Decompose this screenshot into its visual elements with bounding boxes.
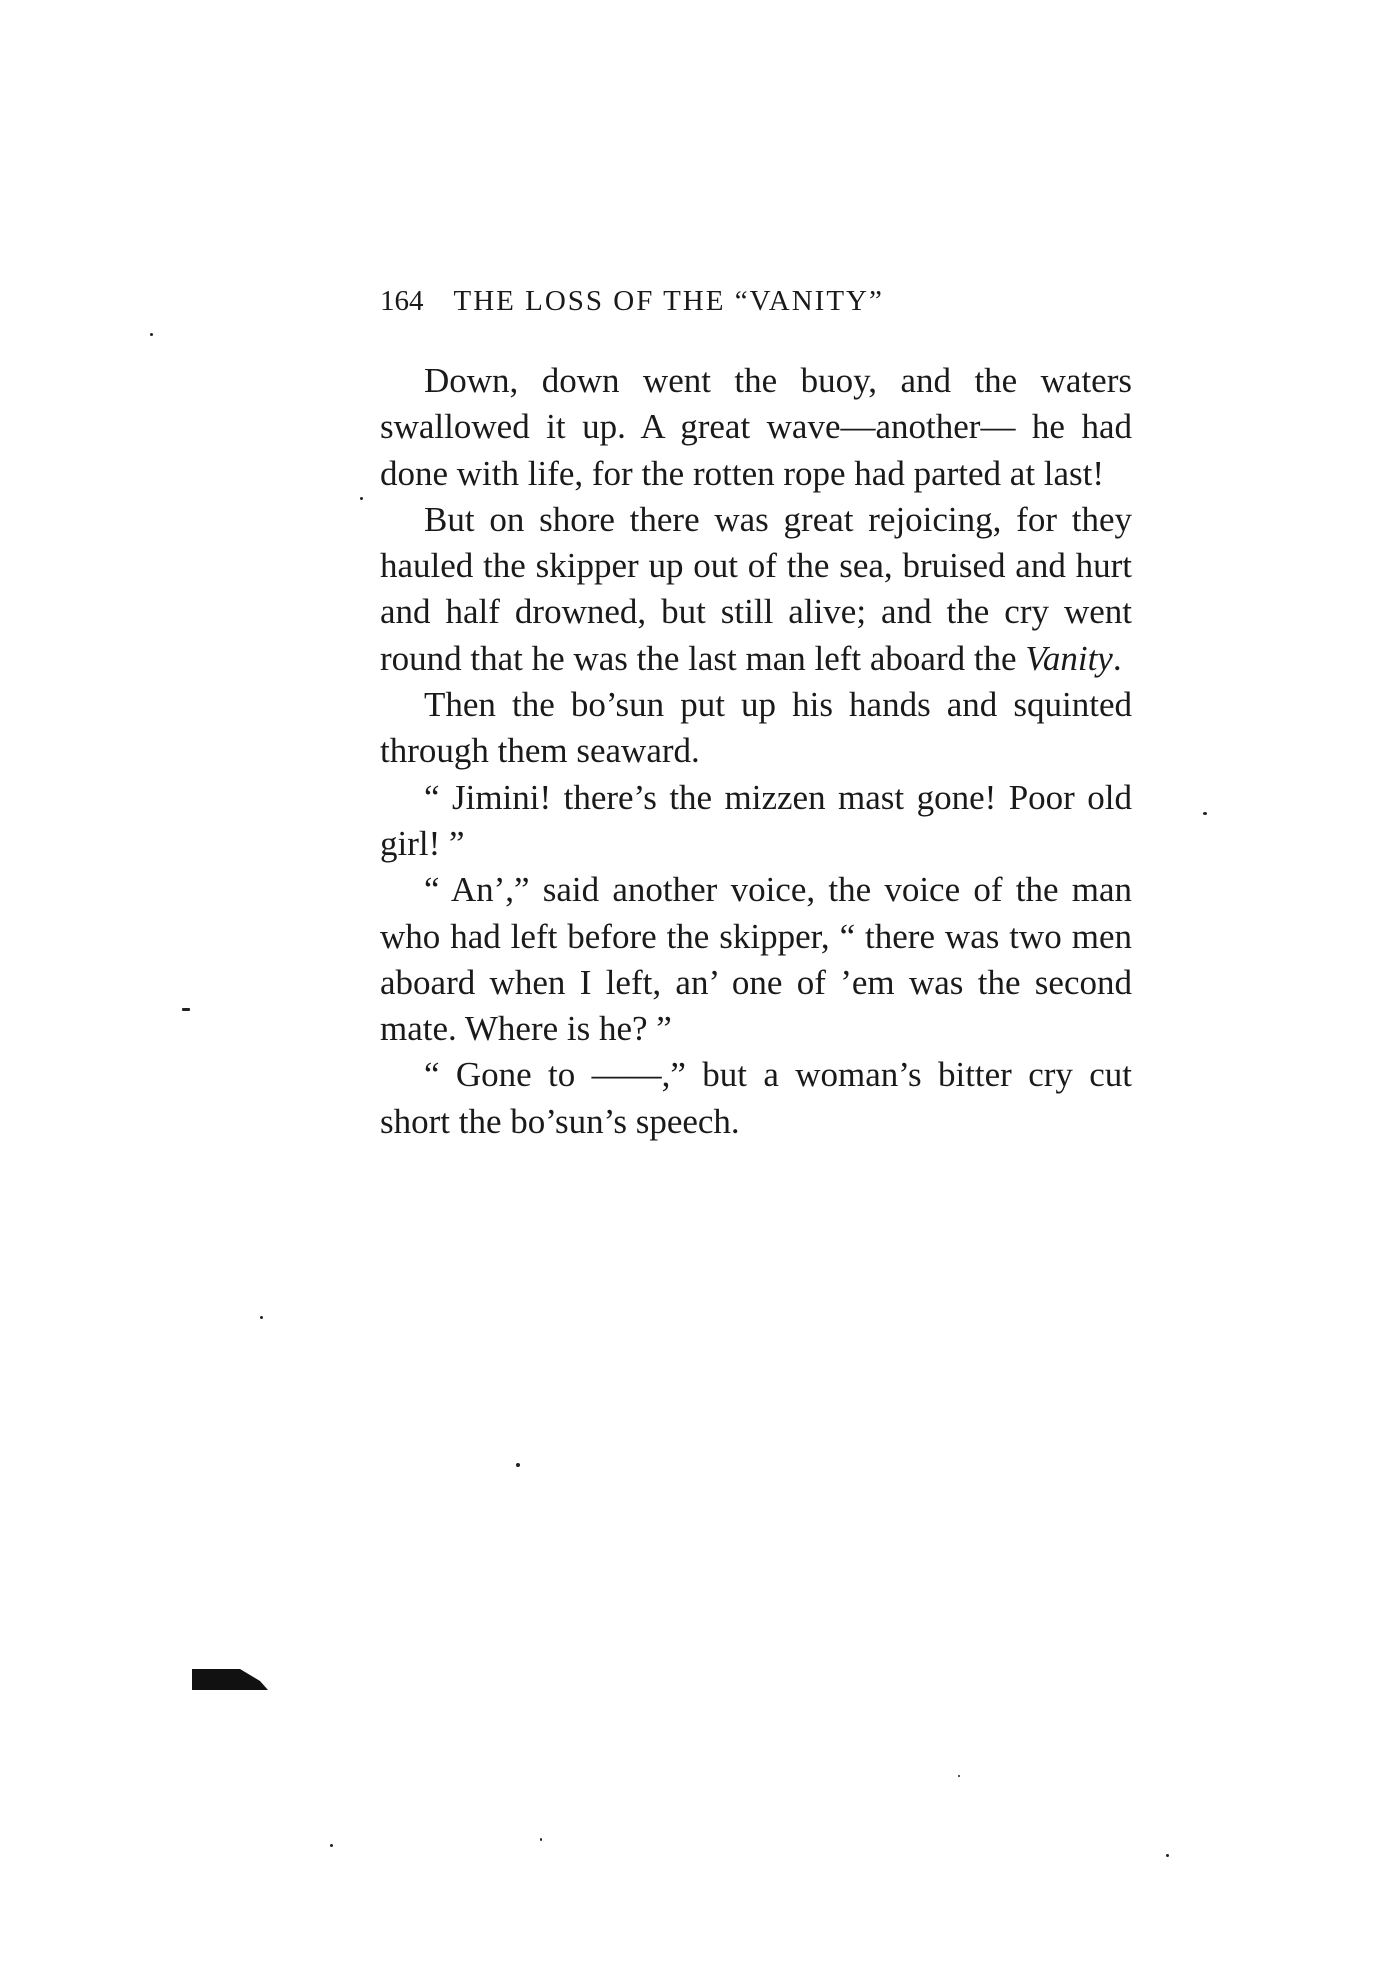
- scan-speck: [150, 333, 153, 336]
- scan-speck: [958, 1775, 960, 1777]
- paragraph: “ Jimini! there’s the mizzen mast gone! Poor old girl! ”: [380, 777, 1132, 863]
- page-number: 164: [380, 285, 424, 317]
- scan-speck: [540, 1838, 542, 1841]
- scan-speck: [260, 1316, 263, 1319]
- paragraph: “ An’,” said another voice, the voice of the man who had left before the skipper, “ there was two men aboard when I left, an’ one of ’em was the second mate. Where is he? ”: [380, 870, 1132, 1049]
- scan-speck: [360, 497, 363, 500]
- paragraph-text: But on shore there was great rejoicing, for they hauled the skipper up out of the sea, bruised and hurt and half drowned, but still alive; and the cry went round that he was the last man left aboard the: [380, 499, 1132, 678]
- scan-speck: [330, 1844, 333, 1847]
- running-head: [380, 285, 1140, 325]
- running-title: THE LOSS OF THE “VANITY”: [453, 285, 884, 317]
- paragraph: [380, 497, 1132, 682]
- paragraph: Down, down went the buoy, and the waters swallowed it up. A great wave—another— he had done with life, for the rotten rope had parted at last!: [380, 361, 1132, 493]
- ink-blot: [190, 1667, 270, 1691]
- scan-speck: [182, 1008, 190, 1011]
- scan-speck: [1203, 812, 1207, 815]
- paragraph-text: .: [1112, 638, 1122, 678]
- scan-speck: [1166, 1854, 1169, 1857]
- ink-blot-shape: [192, 1669, 268, 1690]
- paragraph: “ Gone to ——,” but a woman’s bitter cry cut short the bo’sun’s speech.: [380, 1055, 1132, 1141]
- body-text: [380, 358, 1132, 1145]
- ship-name: Vanity: [1025, 638, 1113, 678]
- scan-speck: [516, 1463, 520, 1467]
- paragraph: Then the bo’sun put up his hands and squinted through them seaward.: [380, 685, 1132, 771]
